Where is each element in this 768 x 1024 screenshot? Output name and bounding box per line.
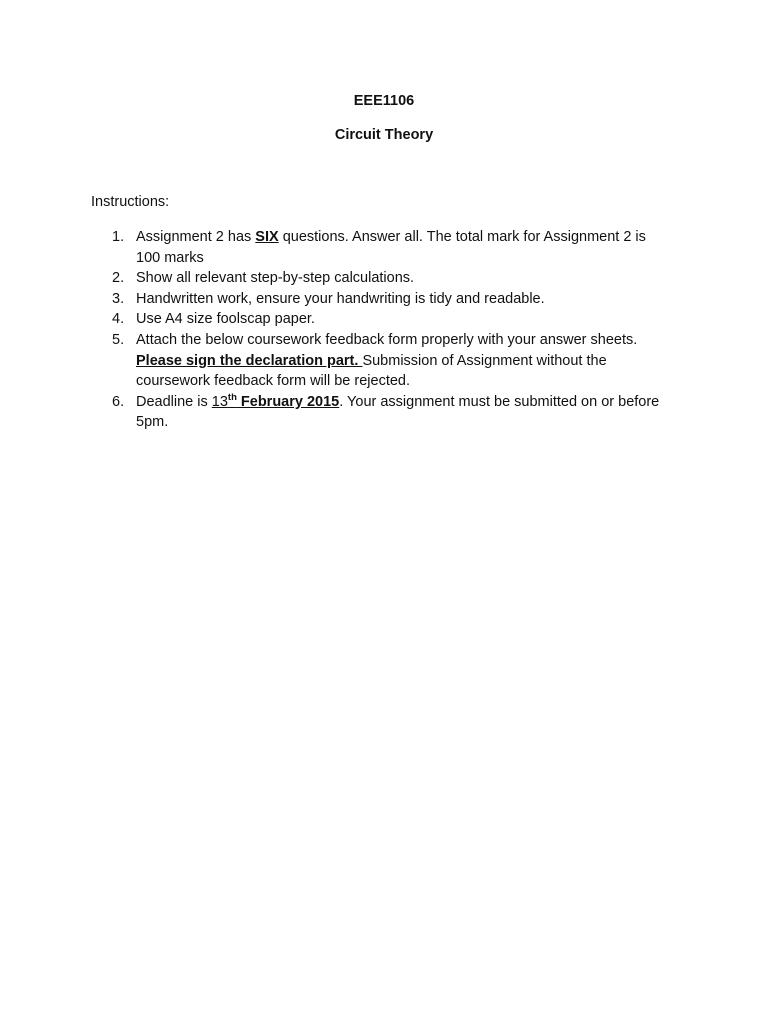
item-number: 2. bbox=[112, 270, 125, 287]
instruction-item-4 bbox=[0, 309, 768, 330]
instruction-item-1 bbox=[0, 227, 768, 268]
instruction-list bbox=[0, 227, 768, 433]
item-number: 5. bbox=[112, 331, 125, 348]
instruction-item-6 bbox=[0, 392, 768, 433]
item-number: 1. bbox=[112, 229, 125, 245]
instruction-item-2 bbox=[0, 268, 768, 289]
instruction-item-3 bbox=[0, 289, 768, 310]
question-count-emphasis: SIX bbox=[255, 229, 279, 245]
deadline-day-suffix: th bbox=[227, 391, 237, 403]
deadline-day: 13 bbox=[211, 393, 228, 410]
declaration-emphasis: Please sign the declaration part. bbox=[136, 352, 363, 369]
item-text: Deadline is bbox=[136, 393, 212, 410]
item-text: Use A4 size foolscap paper. bbox=[136, 311, 315, 328]
course-title: Circuit Theory bbox=[334, 127, 434, 143]
item-text: . Your assignment must be submitted on or before 5pm. bbox=[136, 393, 660, 431]
item-text: Attach the below coursework feedback form properly with your answer sheets. bbox=[136, 331, 638, 348]
item-text: Show all relevant step-by-step calculations. bbox=[136, 270, 415, 287]
item-number: 4. bbox=[112, 311, 125, 328]
item-number: 6. bbox=[112, 393, 125, 410]
instruction-item-5 bbox=[0, 330, 768, 392]
item-text: Submission of Assignment without the coursework feedback form will be rejected. bbox=[136, 352, 607, 390]
item-text: Handwritten work, ensure your handwriting is tidy and readable. bbox=[136, 290, 545, 307]
course-code: EEE1106 bbox=[353, 93, 415, 109]
deadline-date bbox=[211, 391, 340, 410]
item-number: 3. bbox=[112, 290, 125, 307]
item-text: Assignment 2 has bbox=[136, 229, 256, 245]
item-text: questions. Answer all. The total mark for Assignment 2 is 100 marks bbox=[136, 229, 646, 266]
instructions-heading: Instructions: bbox=[91, 194, 170, 210]
deadline-month-year: February 2015 bbox=[236, 393, 340, 410]
